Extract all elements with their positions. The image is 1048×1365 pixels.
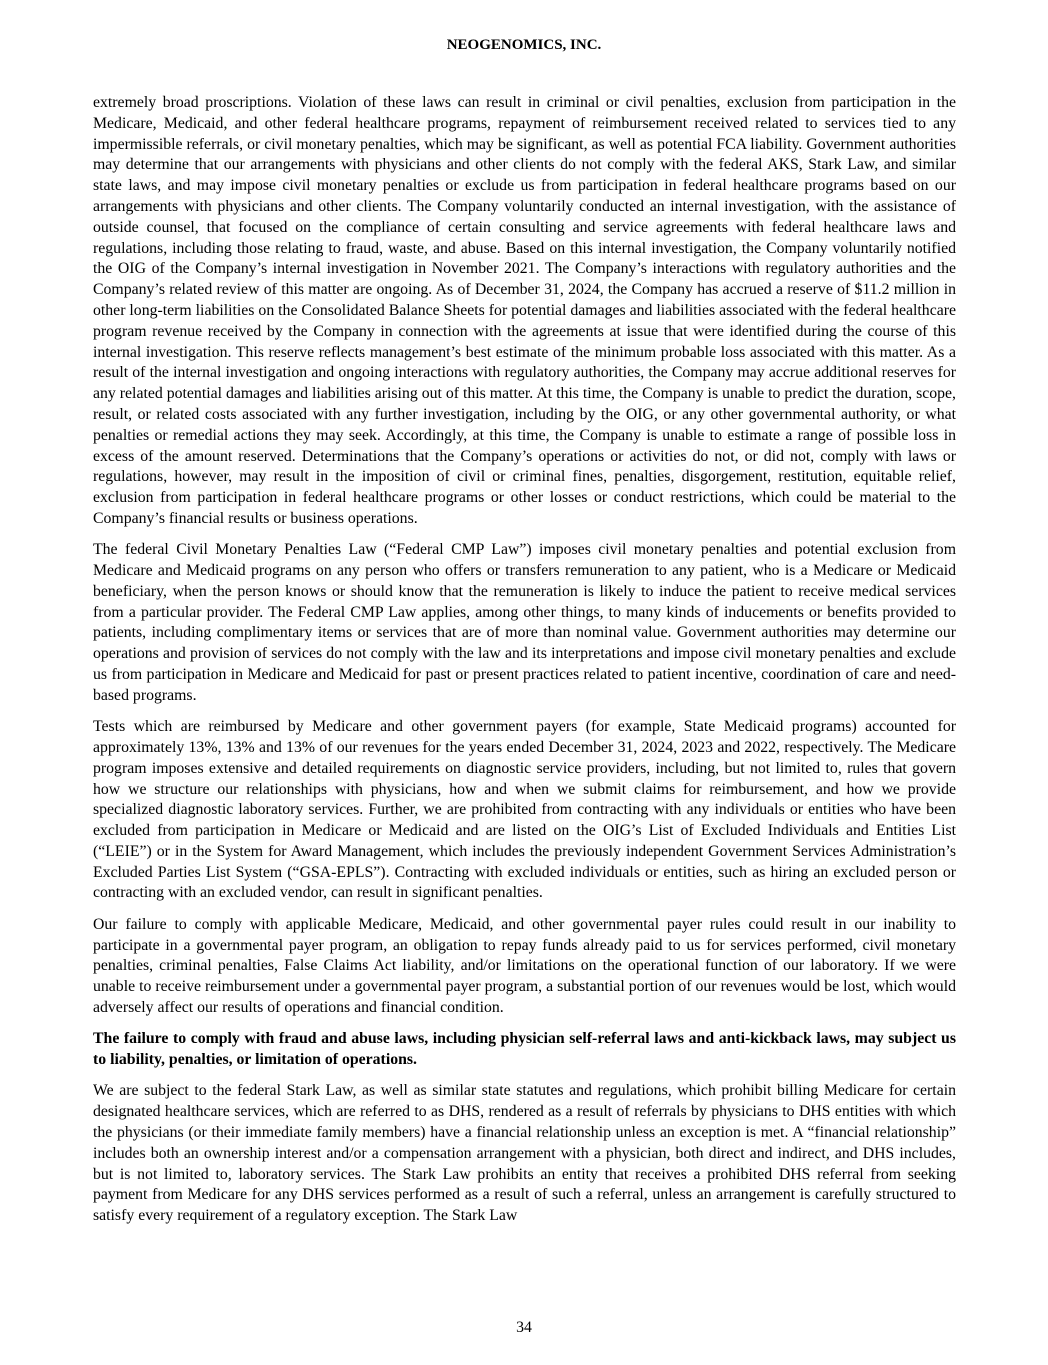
- risk-factor-heading: The failure to comply with fraud and abuse laws, including physician self-referral laws and anti-kickback laws, may subject us to liability, penalties, or limitation of operations.: [93, 1030, 956, 1069]
- page-header: NEOGENOMICS, INC.: [446, 37, 602, 53]
- paragraph-cmp-law: The federal Civil Monetary Penalties Law (“Federal CMP Law”) imposes civil monetary penalties and potential exclusion from Medicare and Medicaid programs on any person who offers or transfers remuneration to any patient, who is a Medicare or Medicaid beneficiary, when the person knows or should know that the remuneration is likely to induce the patient to receive medical services from a particular provider. The Federal CMP Law applies, among other things, to many kinds of inducements or benefits provided to patients, including complimentary items or services that are of more than nominal value. Government authorities may determine our operations and provision of services do not comply with the law and its interpretations and impose civil monetary penalties and exclude us from participation in Medicare and Medicaid for past or present practices related to patient incentive, coordination of care and need-based programs.: [93, 541, 956, 704]
- paragraph-medicare-reimbursement: Tests which are reimbursed by Medicare and other government payers (for example, State Medicaid programs) accounted for approximately 13%, 13% and 13% of our revenues for the years ended December 31, 2024, 2023 and 2022, respectively. The Medicare program imposes extensive and detailed requirements on diagnostic service providers, including, but not limited to, rules that govern how we structure our relationships with physicians, how and when we submit claims for reimbursement, and how we provide specialized diagnostic laboratory services. Further, we are prohibited from contracting with any individuals or entities who have been excluded from participation in Medicare or Medicaid and are listed on the OIG’s List of Excluded Individuals and Entities List (“LEIE”) or in the System for Award Management, which includes the previously independent Government Services Administration’s Excluded Parties List System (“GSA-EPLS”). Contracting with excluded individuals or entities, such as hiring an excluded person or contracting with an excluded vendor, can result in significant penalties.: [93, 718, 956, 902]
- document-body: [93, 93, 956, 1237]
- page-number: 34: [516, 1319, 532, 1336]
- paragraph-stark-law: We are subject to the federal Stark Law, as well as similar state statutes and regulations, which prohibit billing Medicare for certain designated healthcare services, which are referred to as DHS, rendered as a result of referrals by physicians to DHS entities with which the physicians (or their immediate family members) have a financial relationship unless an exception is met. A “financial relationship” includes both an ownership interest and/or a compensation arrangement with a physician, both direct and indirect, and DHS includes, but is not limited to, laboratory services. The Stark Law prohibits an entity that receives a prohibited DHS referral from seeking payment from Medicare for any DHS services performed as a result of such a referral, unless an arrangement is carefully structured to satisfy every requirement of a regulatory exception. The Stark Law: [93, 1082, 956, 1225]
- paragraph-investigation: extremely broad proscriptions. Violation of these laws can result in criminal or civil penalties, exclusion from participation in the Medicare, Medicaid, and other federal healthcare programs, repayment of reimbursement received related to services tied to any impermissible referrals, or civil monetary penalties, which may be significant, as well as potential FCA liability. Government authorities may determine that our arrangements with physicians and other clients do not comply with the federal AKS, Stark Law, and similar state laws, and may impose civil monetary penalties or exclude us from participation in federal healthcare programs based on our arrangements with physicians and other clients. The Company voluntarily conducted an internal investigation, with the assistance of outside counsel, that focused on the compliance of certain consulting and service agreements with federal healthcare laws and regulations, including those relating to fraud, waste, and abuse. Based on this internal investigation, the Company voluntarily notified the OIG of the Company’s internal investigation in November 2021. The Company’s interactions with regulatory authorities and the Company’s related review of this matter are ongoing. As of December 31, 2024, the Company has accrued a reserve of $11.2 million in other long-term liabilities on the Consolidated Balance Sheets for potential damages and liabilities associated with the federal healthcare program revenue received by the Company in connection with the agreements at issue that were identified during the course of this internal investigation. This reserve reflects management’s best estimate of the minimum probable loss associated with this matter. As a result of the internal investigation and ongoing interactions with regulatory authorities, the Company may accrue additional reserves for any related potential damages and liabilities arising out of this matter. At this time, the Company is unable to predict the duration, scope, result, or related costs associated with any further investigation, including by the OIG, or any other governmental authority, or what penalties or remedial actions they may seek. Accordingly, at this time, the Company is unable to estimate a range of possible loss in excess of the amount reserved. Determinations that the Company’s operations or activities do not, or did not, comply with laws or regulations, however, may result in the imposition of civil or criminal fines, penalties, disgorgement, restitution, equitable relief, exclusion from participation in federal healthcare programs or other losses or conduct restrictions, which could be material to the Company’s financial results or business operations.: [93, 94, 956, 527]
- paragraph-compliance-failure: Our failure to comply with applicable Medicare, Medicaid, and other governmental payer rules could result in our inability to participate in a governmental payer program, an obligation to repay funds already paid to us for services performed, civil monetary penalties, criminal penalties, False Claims Act liability, and/or limitations on the operational function of our laboratory. If we were unable to receive reimbursement under a governmental payer program, a substantial portion of our revenues would be lost, which would adversely affect our results of operations and financial condition.: [93, 915, 956, 1016]
